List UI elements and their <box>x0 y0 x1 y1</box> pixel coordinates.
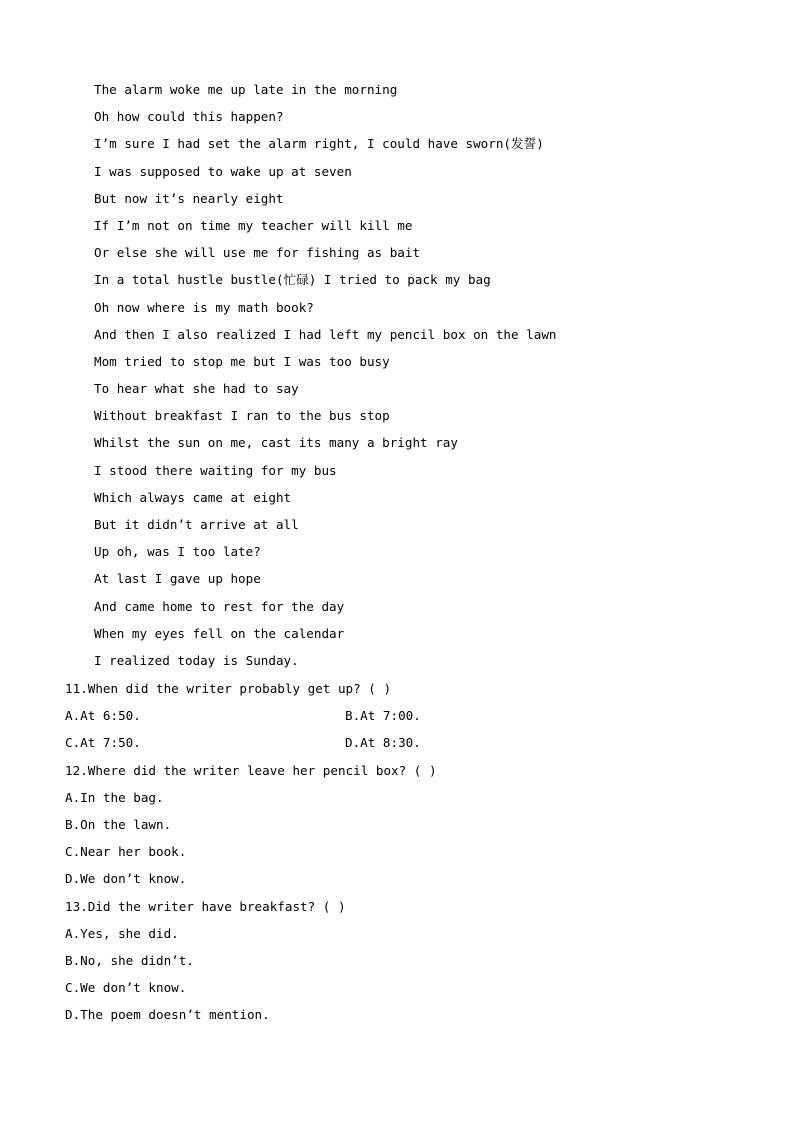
question-12-option-a: A.In the bag. <box>65 789 164 805</box>
poem-line: And came home to rest for the day <box>94 598 345 614</box>
poem-line: The alarm woke me up late in the morning <box>94 82 398 97</box>
poem-line: I’m sure I had set the alarm right, I could have sworn(发誓) <box>94 136 544 152</box>
question-11-options-row-2 <box>65 733 765 760</box>
poem-line: Oh now where is my math book? <box>94 299 314 315</box>
poem-line: I realized today is Sunday. <box>94 652 299 668</box>
question-11-options-row-1 <box>65 706 765 733</box>
poem-line: Or else she will use me for fishing as bait <box>94 245 421 261</box>
poem-line: When my eyes fell on the calendar <box>94 625 345 641</box>
question-12-option-d: D.We don’t know. <box>65 871 187 887</box>
question-13-option-c: C.We don’t know. <box>65 980 187 996</box>
poem-line: At last I gave up hope <box>94 571 261 587</box>
poem-line: But now it’s nearly eight <box>94 190 284 206</box>
question-11-option-d: D.At 8:30. <box>345 735 421 751</box>
question-11-option-c: C.At 7:50. <box>65 735 141 751</box>
poem-line: If I’m not on time my teacher will kill me <box>94 217 413 233</box>
poem-line: Without breakfast I ran to the bus stop <box>94 408 390 424</box>
question-13-option-a: A.Yes, she did. <box>65 925 179 941</box>
question-11-option-a: A.At 6:50. <box>65 708 141 724</box>
poem-line: To hear what she had to say <box>94 381 299 397</box>
question-13-option-b: B.No, she didn’t. <box>65 952 194 968</box>
question-12-stem: 12.Where did the writer leave her pencil box? ( ) <box>65 762 437 778</box>
poem-line: Up oh, was I too late? <box>94 544 261 560</box>
poem-line: Which always came at eight <box>94 489 292 505</box>
poem-line: I stood there waiting for my bus <box>94 462 337 478</box>
poem <box>94 80 557 678</box>
poem-line: Whilst the sun on me, cast its many a bright ray <box>94 435 458 451</box>
poem-line: I was supposed to wake up at seven <box>94 163 352 179</box>
question-13-option-d: D.The poem doesn’t mention. <box>65 1007 270 1023</box>
question-13-stem: 13.Did the writer have breakfast? ( ) <box>65 898 346 914</box>
question-11-option-b: B.At 7:00. <box>345 708 421 724</box>
questions <box>65 679 765 1032</box>
poem-line: But it didn’t arrive at all <box>94 517 299 532</box>
question-12-option-c: C.Near her book. <box>65 844 187 860</box>
poem-line: Oh how could this happen? <box>94 109 284 125</box>
poem-line: Mom tried to stop me but I was too busy <box>94 353 390 369</box>
poem-line: In a total hustle bustle(忙碌) I tried to pack my bag <box>94 272 491 288</box>
question-11-stem: 11.When did the writer probably get up? ( ) <box>65 681 392 696</box>
question-12-option-b: B.On the lawn. <box>65 816 172 832</box>
poem-line: And then I also realized I had left my pencil box on the lawn <box>94 326 557 342</box>
